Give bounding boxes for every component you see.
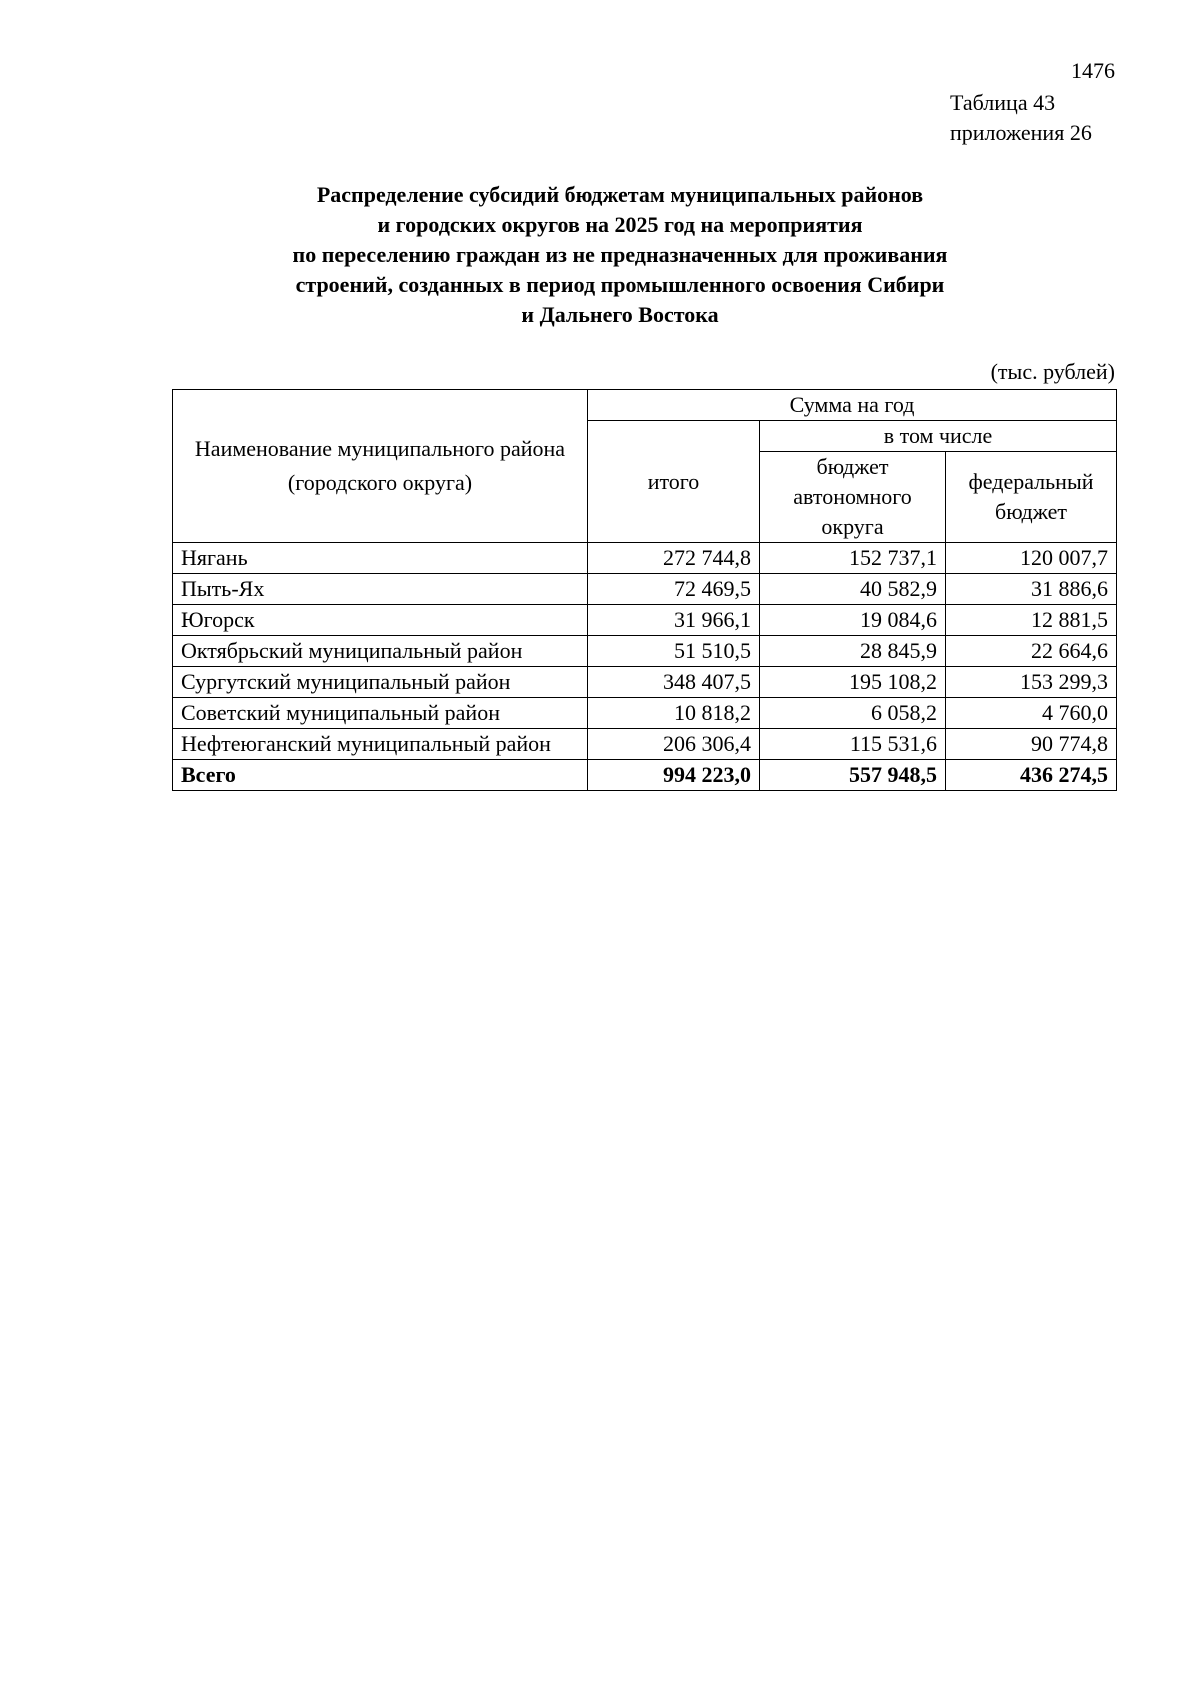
row-total: 31 966,1 <box>588 605 760 636</box>
title-line: и Дальнего Востока <box>521 302 719 327</box>
table-row <box>173 636 1117 667</box>
row-auto-budget: 40 582,9 <box>760 574 946 605</box>
table-label: Таблица 43 <box>950 90 1056 115</box>
document-title <box>170 180 1070 330</box>
title-line: по переселению граждан из не предназначенных для проживания <box>292 242 948 267</box>
row-total: 272 744,8 <box>588 543 760 574</box>
row-auto-budget: 19 084,6 <box>760 605 946 636</box>
row-federal-budget: 31 886,6 <box>946 574 1117 605</box>
row-auto-budget: 6 058,2 <box>760 698 946 729</box>
row-federal-budget: 90 774,8 <box>946 729 1117 760</box>
row-total: 72 469,5 <box>588 574 760 605</box>
title-line: Распределение субсидий бюджетам муниципальных районов <box>316 182 924 207</box>
row-total: 51 510,5 <box>588 636 760 667</box>
table-row <box>173 605 1117 636</box>
row-name: Пыть-Ях <box>173 574 588 605</box>
row-total: 348 407,5 <box>588 667 760 698</box>
table-row <box>173 574 1117 605</box>
table-row <box>173 543 1117 574</box>
units-label: (тыс. рублей) <box>990 359 1115 384</box>
row-name: Октябрьский муниципальный район <box>173 636 588 667</box>
row-federal-budget: 22 664,6 <box>946 636 1117 667</box>
grand-total-auto-budget: 557 948,5 <box>760 760 946 791</box>
page-number: 1476 <box>1071 58 1115 83</box>
row-auto-budget: 195 108,2 <box>760 667 946 698</box>
row-name: Югорск <box>173 605 588 636</box>
grand-total-value: 994 223,0 <box>588 760 760 791</box>
header-including: в том числе <box>760 421 1117 452</box>
row-federal-budget: 12 881,5 <box>946 605 1117 636</box>
row-name: Нефтеюганский муниципальный район <box>173 729 588 760</box>
title-line: и городских округов на 2025 год на мероприятия <box>377 212 863 237</box>
title-line: строений, созданных в период промышленного освоения Сибири <box>295 272 945 297</box>
row-federal-budget: 120 007,7 <box>946 543 1117 574</box>
header-federal-budget: федеральный бюджет <box>946 452 1117 543</box>
header-auto-budget: бюджет автономного округа <box>760 452 946 543</box>
header-sum-for-year: Сумма на год <box>588 390 1117 421</box>
subsidy-table <box>172 389 1117 791</box>
row-total: 206 306,4 <box>588 729 760 760</box>
row-name: Нягань <box>173 543 588 574</box>
table-reference <box>950 88 1092 148</box>
row-auto-budget: 28 845,9 <box>760 636 946 667</box>
header-total: итого <box>588 421 760 543</box>
table-row <box>173 729 1117 760</box>
row-total: 10 818,2 <box>588 698 760 729</box>
row-auto-budget: 152 737,1 <box>760 543 946 574</box>
grand-total-federal-budget: 436 274,5 <box>946 760 1117 791</box>
row-federal-budget: 153 299,3 <box>946 667 1117 698</box>
grand-total-row <box>173 760 1117 791</box>
grand-total-label: Всего <box>173 760 588 791</box>
table-row <box>173 667 1117 698</box>
table-row <box>173 698 1117 729</box>
appendix-label: приложения 26 <box>950 120 1092 145</box>
row-name: Советский муниципальный район <box>173 698 588 729</box>
row-federal-budget: 4 760,0 <box>946 698 1117 729</box>
row-name: Сургутский муниципальный район <box>173 667 588 698</box>
header-municipality-name: Наименование муниципального района (городского округа) <box>173 390 588 543</box>
row-auto-budget: 115 531,6 <box>760 729 946 760</box>
